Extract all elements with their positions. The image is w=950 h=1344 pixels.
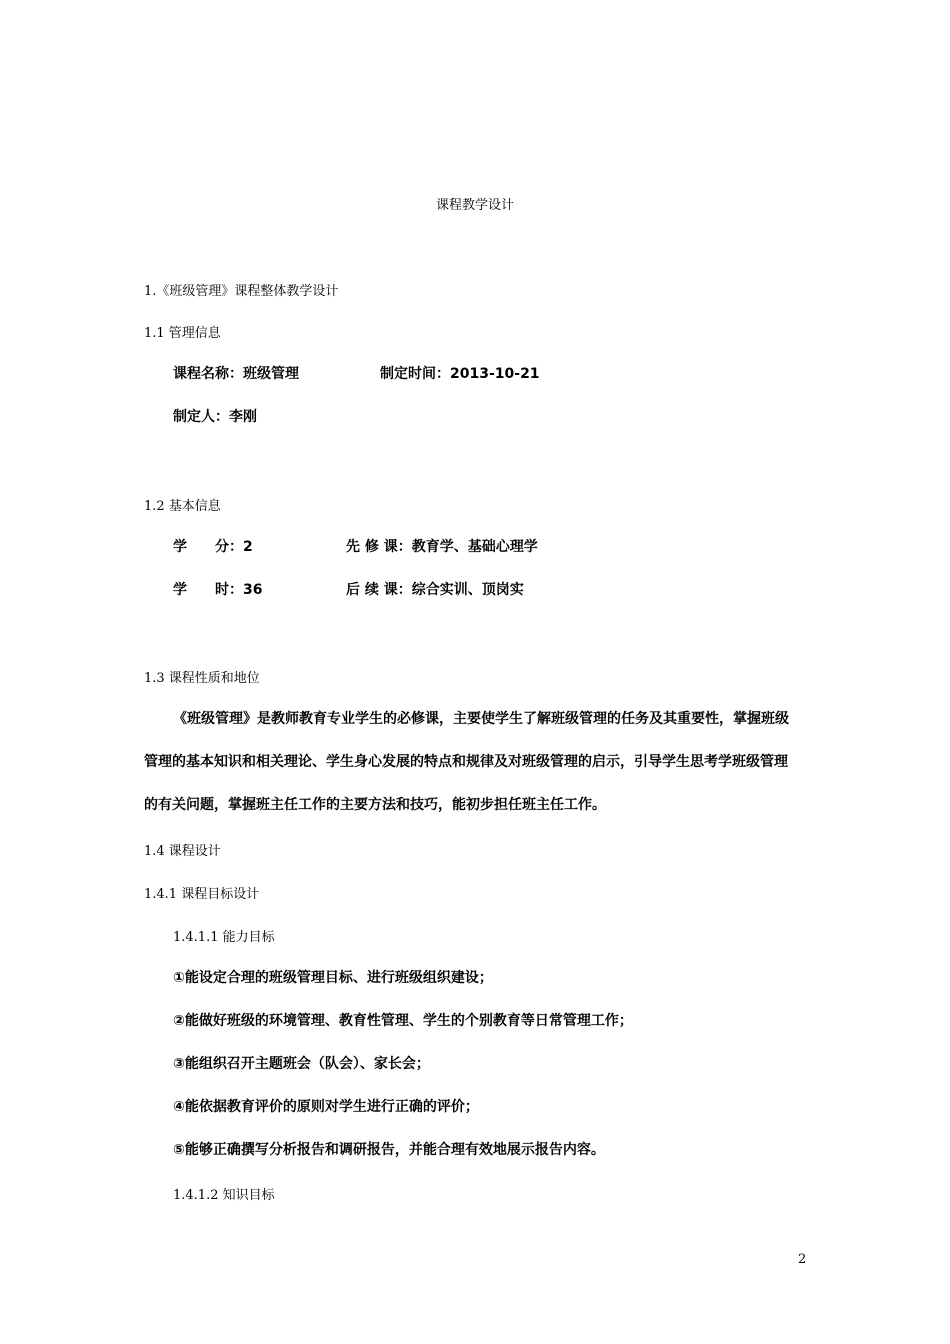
hours: 学 时：36 <box>173 582 263 598</box>
made-date: 制定时间：2013-10-21 <box>380 366 540 382</box>
goal-item: ④能依据教育评价的原则对学生进行正确的评价； <box>173 1099 479 1115</box>
goal-item: ③能组织召开主题班会（队会）、家长会； <box>173 1056 430 1072</box>
section-heading-1-2: 1.2 基本信息 <box>144 499 221 514</box>
section-heading-1-1: 1.1 管理信息 <box>144 326 221 341</box>
goal-item: ①能设定合理的班级管理目标、进行班级组织建设； <box>173 970 493 986</box>
section-heading-1-4-1-1: 1.4.1.1 能力目标 <box>173 930 275 945</box>
section-heading-1: 1.《班级管理》课程整体教学设计 <box>144 284 339 299</box>
paragraph-line: 《班级管理》是教师教育专业学生的必修课，主要使学生了解班级管理的任务及其重要性，掌握班级 <box>173 711 789 727</box>
section-heading-1-3: 1.3 课程性质和地位 <box>144 671 260 686</box>
section-heading-1-4: 1.4 课程设计 <box>144 844 221 859</box>
page-number: 2 <box>798 1252 807 1267</box>
section-heading-1-4-1-2: 1.4.1.2 知识目标 <box>173 1188 275 1203</box>
section-heading-1-4-1: 1.4.1 课程目标设计 <box>144 887 260 902</box>
maker: 制定人：李刚 <box>173 409 257 425</box>
goal-item: ⑤能够正确撰写分析报告和调研报告，并能合理有效地展示报告内容。 <box>173 1142 605 1158</box>
paragraph-line: 管理的基本知识和相关理论、学生身心发展的特点和规律及对班级管理的启示，引导学生思考学班级管理 <box>144 754 788 770</box>
goal-item: ②能做好班级的环境管理、教育性管理、学生的个别教育等日常管理工作； <box>173 1013 633 1029</box>
prerequisite-courses: 先 修 课：教育学、基础心理学 <box>346 539 538 555</box>
paragraph-line: 的有关问题，掌握班主任工作的主要方法和技巧，能初步担任班主任工作。 <box>144 797 606 813</box>
course-name: 课程名称：班级管理 <box>173 366 299 382</box>
page-title: 课程教学设计 <box>435 198 514 213</box>
follow-up-courses: 后 续 课：综合实训、顶岗实 <box>346 582 524 598</box>
credit: 学 分：2 <box>173 539 253 555</box>
